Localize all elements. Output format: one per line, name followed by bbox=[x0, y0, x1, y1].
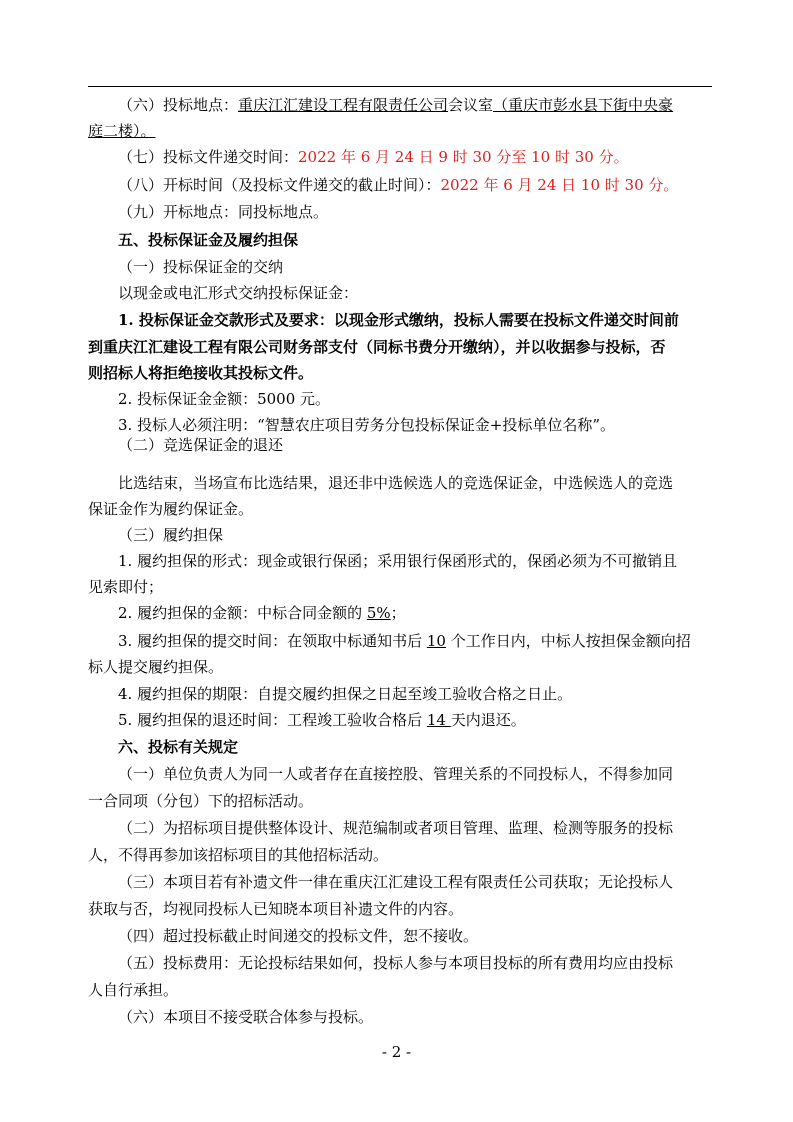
line-opening-time bbox=[88, 176, 712, 194]
line-refund-desc-cont: 保证金作为履约保证金。 bbox=[88, 500, 254, 518]
opening-time-value: 2022 年 6 月 24 日 10 时 30 分 bbox=[440, 176, 664, 194]
header-rule bbox=[88, 86, 712, 87]
guarantee-submission-label: 3. 履约担保的提交时间：在领取中标通知书后 bbox=[118, 632, 427, 650]
line-guarantee-amount bbox=[88, 604, 712, 622]
line-guarantee-form-cont: 见索即付； bbox=[88, 578, 164, 596]
opening-time-label: （八）开标时间（及投标文件递交的截止时间）： bbox=[118, 176, 441, 194]
rule-item-2-cont: 人，不得再参加该招标项目的其他招标活动。 bbox=[88, 846, 389, 864]
rule-item-3: （三）本项目若有补遗文件一律在重庆江汇建设工程有限责任公司获取；无论投标人 bbox=[118, 873, 674, 891]
line-opening-location: （九）开标地点：同投标地点。 bbox=[118, 203, 329, 221]
opening-time-period: 。 bbox=[663, 176, 679, 194]
line-deposit-requirements-cont2: 则招标人将拒绝接收其投标文件。 bbox=[88, 364, 314, 382]
rule-item-1: （一）单位负责人为同一人或者存在直接控股、管理关系的不同投标人，不得参加同 bbox=[118, 765, 674, 783]
subheading-performance-guarantee: （三）履约担保 bbox=[118, 526, 224, 544]
bid-location-address: （重庆市彭水县下街中央豪 bbox=[493, 96, 674, 114]
bid-location-address-cont: 庭二楼）。 bbox=[88, 122, 156, 140]
line-guarantee-submission bbox=[88, 632, 712, 650]
guarantee-refund-rest: 天内退还。 bbox=[450, 711, 526, 729]
line-deposit-requirements: 1. 投标保证金交款形式及要求：以现金形式缴纳，投标人需要在投标文件递交时间前 bbox=[118, 311, 679, 329]
bid-location-company: 重庆江汇建设工程有限责任公司 bbox=[238, 96, 449, 114]
bid-location-room: 会议室 bbox=[448, 96, 494, 114]
line-deposit-note: 3. 投标人必须注明：“智慧农庄项目劳务分包投标保证金+投标单位名称”。 bbox=[118, 416, 615, 434]
submission-time-period: 。 bbox=[613, 148, 629, 166]
rule-item-6: （六）本项目不接受联合体参与投标。 bbox=[118, 1008, 374, 1026]
line-bid-location-cont bbox=[88, 122, 712, 140]
line-guarantee-form: 1. 履约担保的形式：现金或银行保函；采用银行保函形式的，保函必须为不可撤销且 bbox=[118, 552, 678, 570]
guarantee-amount-end: ； bbox=[390, 604, 406, 622]
guarantee-amount-percent: 5% bbox=[366, 604, 391, 622]
line-bid-location bbox=[88, 96, 712, 114]
rule-item-1-cont: 一合同项（分包）下的招标活动。 bbox=[88, 792, 314, 810]
line-deposit-requirements-cont1: 到重庆江汇建设工程有限公司财务部支付（同标书费分开缴纳），并以收据参与投标，否 bbox=[88, 338, 666, 356]
page-number: - 2 - bbox=[381, 1043, 412, 1061]
rule-item-5: （五）投标费用：无论投标结果如何，投标人参与本项目投标的所有费用均应由投标 bbox=[118, 954, 674, 972]
line-refund-desc: 比选结束，当场宣布比选结果，退还非中选候选人的竞选保证金，中选候选人的竞选 bbox=[118, 474, 674, 492]
rule-item-5-cont: 人自行承担。 bbox=[88, 981, 179, 999]
line-guarantee-submission-cont: 标人提交履约担保。 bbox=[88, 658, 224, 676]
rule-item-3-cont: 获取与否，均视同投标人已知晓本项目补遗文件的内容。 bbox=[88, 900, 464, 918]
line-deposit-amount: 2. 投标保证金金额：5000 元。 bbox=[118, 390, 331, 408]
subheading-deposit-payment: （一）投标保证金的交纳 bbox=[118, 258, 284, 276]
rule-item-4: （四）超过投标截止时间递交的投标文件，恕不接收。 bbox=[118, 927, 479, 945]
guarantee-refund-label: 5. 履约担保的退还时间：工程竣工验收合格后 bbox=[118, 711, 427, 729]
line-deposit-method: 以现金或电汇形式交纳投标保证金： bbox=[118, 284, 359, 302]
bid-location-label: （六）投标地点： bbox=[118, 96, 239, 114]
rule-item-2: （二）为招标项目提供整体设计、规范编制或者项目管理、监理、检测等服务的投标 bbox=[118, 819, 674, 837]
subheading-deposit-refund: （二）竞选保证金的退还 bbox=[118, 436, 284, 454]
submission-time-label: （七）投标文件递交时间： bbox=[118, 148, 299, 166]
line-guarantee-refund bbox=[88, 711, 712, 729]
line-submission-time bbox=[88, 148, 712, 166]
guarantee-refund-days: 14 bbox=[426, 711, 451, 729]
section-heading-deposit: 五、投标保证金及履约担保 bbox=[118, 231, 299, 249]
section-heading-rules: 六、投标有关规定 bbox=[118, 738, 239, 756]
guarantee-submission-rest: 个工作日内，中标人按担保金额向招 bbox=[445, 632, 691, 650]
guarantee-amount-label: 2. 履约担保的金额：中标合同金额的 bbox=[118, 604, 367, 622]
guarantee-submission-days: 10 bbox=[426, 632, 446, 650]
line-guarantee-period: 4. 履约担保的期限：自提交履约担保之日起至竣工验收合格之日止。 bbox=[118, 685, 573, 703]
submission-time-value: 2022 年 6 月 24 日 9 时 30 分至 10 时 30 分 bbox=[298, 148, 614, 166]
